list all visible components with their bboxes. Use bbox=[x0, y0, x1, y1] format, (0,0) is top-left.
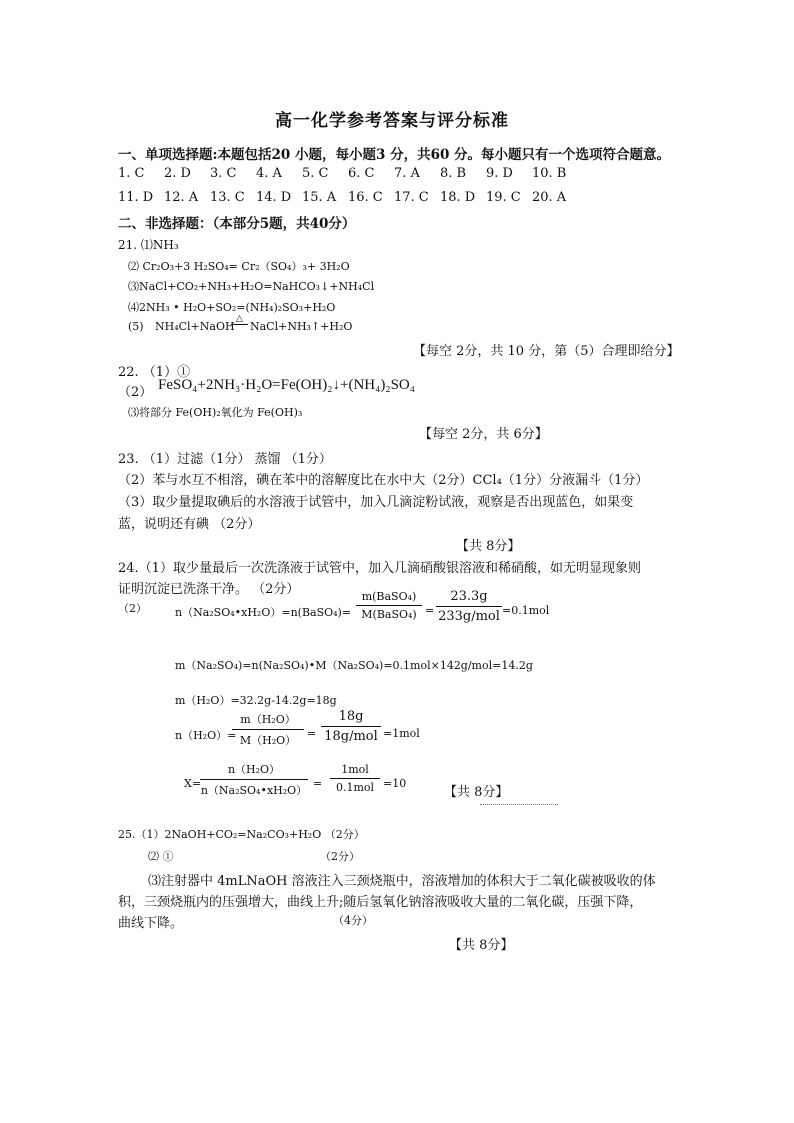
q24-score: 【共 8分】 bbox=[444, 785, 509, 800]
fraction-denominator: 233g/mol bbox=[438, 609, 500, 624]
fraction-numeric bbox=[321, 709, 381, 744]
section-two-heading: 二、非选择题：（本部分5题，共40分） bbox=[118, 216, 356, 232]
fraction-denominator: M(BaSO₄) bbox=[361, 608, 417, 621]
fraction-water-mass-over-molar-mass bbox=[232, 711, 304, 748]
mcq-answer: 11. D bbox=[118, 190, 154, 205]
q22-part1: 22. （1）① bbox=[118, 365, 191, 380]
q23-part1: 23. （1）过滤（1分） 蒸馏 （1分） bbox=[118, 452, 332, 467]
mcq-answer: 7. A bbox=[394, 166, 420, 181]
q21-part4: ⑷2NH₃ • H₂O+SO₂=(NH₄)₂SO₃+H₂O bbox=[128, 301, 336, 314]
mcq-answer: 4. A bbox=[256, 166, 282, 181]
q21-part5-products: NaCl+NH₃↑+H₂O bbox=[250, 320, 353, 333]
q21-part1: 21. ⑴NH₃ bbox=[118, 238, 179, 252]
fraction-numerator: m（H₂O） bbox=[232, 711, 304, 730]
mcq-answers-row-1 bbox=[118, 166, 578, 181]
q21-part3: ⑶NaCl+CO₂+NH₃+H₂O=NaHCO₃↓+NH₄Cl bbox=[128, 280, 375, 293]
fraction-denominator: n（Na₂SO₄•xH₂O） bbox=[200, 784, 308, 797]
fraction-numeric bbox=[436, 589, 502, 624]
mcq-answer: 3. C bbox=[210, 166, 237, 181]
q23-score: 【共 8分】 bbox=[456, 539, 521, 554]
fraction-numerator: 23.3g bbox=[436, 589, 502, 607]
mcq-answer: 6. C bbox=[348, 166, 375, 181]
fraction-denominator: 18g/mol bbox=[324, 729, 378, 744]
fraction-numerator: m(BaSO₄) bbox=[356, 590, 422, 606]
q22-part3: ⑶将部分 Fe(OH)₂氧化为 Fe(OH)₃ bbox=[128, 406, 303, 419]
fraction-numerator: 18g bbox=[321, 709, 381, 727]
q25-part3-score: （4分） bbox=[333, 914, 373, 927]
equals-sign: = bbox=[313, 777, 323, 790]
q24-part1-line1: 24.（1）取少量最后一次洗涤液于试管中，加入几滴硝酸银溶液和稀硝酸，如无明显现象则 bbox=[118, 561, 641, 576]
q25-part3-line2: 积，三颈烧瓶内的压强增大，曲线上升;随后氢氧化钠溶液吸收大量的二氧化碳，压强下降， bbox=[118, 895, 643, 910]
q24-part1-line2: 证明沉淀已洗涤干净。 （2分） bbox=[118, 582, 300, 597]
q21-part5-label: (5) bbox=[128, 320, 144, 333]
heating-condition: △ bbox=[231, 314, 248, 325]
q22-equation: FeSO₄+2NH₃·H₂O=Fe(OH)₂↓+(NH₄)₂SO₄ bbox=[158, 377, 415, 393]
formula1-left: n（Na₂SO₄•xH₂O）=n(BaSO₄)= bbox=[175, 606, 352, 619]
formula5-result: =10 bbox=[383, 777, 407, 790]
q22-part2-label: （2） bbox=[118, 385, 153, 400]
q23-part2: （2）苯与水互不相溶，碘在苯中的溶解度比在水中大（2分）CCl₄（1分）分液漏斗（1分） bbox=[118, 473, 649, 488]
fraction-numerator: n（H₂O） bbox=[200, 761, 308, 780]
formula5-left: X= bbox=[184, 777, 202, 790]
mcq-answer: 8. B bbox=[440, 166, 467, 181]
q21-part5-reactants: NH₄Cl+NaOH bbox=[155, 320, 235, 333]
fraction-denominator: M（H₂O） bbox=[239, 734, 297, 747]
q23-part3-line1: （3）取少量提取碘后的水溶液于试管中，加入几滴淀粉试液，观察是否出现蓝色，如果变 bbox=[118, 495, 634, 510]
q25-part3-line1: ⑶注射器中 4mLNaOH 溶液注入三颈烧瓶中，溶液增加的体积大于二氧化碳被吸收的体 bbox=[148, 874, 656, 889]
mcq-answer: 20. A bbox=[532, 190, 567, 205]
q21-part2: ⑵ Cr₂O₃+3 H₂SO₄= Cr₂（SO₄）₃+ 3H₂O bbox=[128, 260, 350, 273]
dotted-divider bbox=[480, 804, 558, 805]
formula1-result: =0.1mol bbox=[502, 604, 550, 617]
mcq-answer: 16. C bbox=[348, 190, 383, 205]
formula4-result: =1mol bbox=[383, 727, 420, 740]
q25-part3-line3: 曲线下降。 bbox=[118, 916, 184, 931]
mcq-answer: 2. D bbox=[164, 166, 191, 181]
q25-score: 【共 8分】 bbox=[449, 938, 514, 953]
q23-part3-line2: 蓝，说明还有碘 （2分） bbox=[118, 517, 261, 532]
mcq-answer: 17. C bbox=[394, 190, 429, 205]
fraction-numeric bbox=[330, 763, 380, 794]
mcq-answer: 10. B bbox=[532, 166, 567, 181]
formula2: m（Na₂SO₄)=n(Na₂SO₄)•M（Na₂SO₄)=0.1mol×142g/mol=14.2g bbox=[175, 659, 533, 672]
mcq-answer: 9. D bbox=[486, 166, 513, 181]
fraction-denominator: 0.1mol bbox=[335, 781, 375, 794]
page-title: 高一化学参考答案与评分标准 bbox=[275, 111, 509, 131]
q25-part1: 25.（1）2NaOH+CO₂=Na₂CO₃+H₂O （2分） bbox=[118, 828, 365, 841]
mcq-answer: 12. A bbox=[164, 190, 199, 205]
mcq-answer: 13. C bbox=[210, 190, 245, 205]
q22-score: 【每空 2分，共 6分】 bbox=[419, 427, 548, 442]
mcq-answer: 15. A bbox=[302, 190, 337, 205]
mcq-answer: 14. D bbox=[256, 190, 292, 205]
mcq-answers-row-2 bbox=[118, 190, 578, 205]
mcq-answer: 5. C bbox=[302, 166, 329, 181]
formula3: m（H₂O）=32.2g-14.2g=18g bbox=[175, 694, 337, 707]
q25-part2-score: （2分） bbox=[320, 850, 360, 863]
equals-sign: = bbox=[307, 727, 317, 740]
section-one-heading: 一、单项选择题:本题包括20 小题，每小题3 分，共60 分。每小题只有一个选项符合题意。 bbox=[118, 147, 671, 163]
mcq-answer: 19. C bbox=[486, 190, 521, 205]
q24-part2-label: （2） bbox=[118, 602, 147, 615]
q21-score: 【每空 2分，共 10 分，第（5）合理即给分】 bbox=[413, 344, 680, 359]
formula4-left: n（H₂O）= bbox=[175, 729, 237, 742]
fraction-mass-over-molar-mass bbox=[356, 590, 422, 621]
q25-part2: ⑵ ① bbox=[148, 850, 174, 863]
mcq-answer: 18. D bbox=[440, 190, 476, 205]
equals-sign: = bbox=[425, 604, 435, 617]
mcq-answer: 1. C bbox=[118, 166, 145, 181]
fraction-numerator: 1mol bbox=[330, 763, 380, 779]
fraction-mole-ratio bbox=[200, 761, 308, 798]
